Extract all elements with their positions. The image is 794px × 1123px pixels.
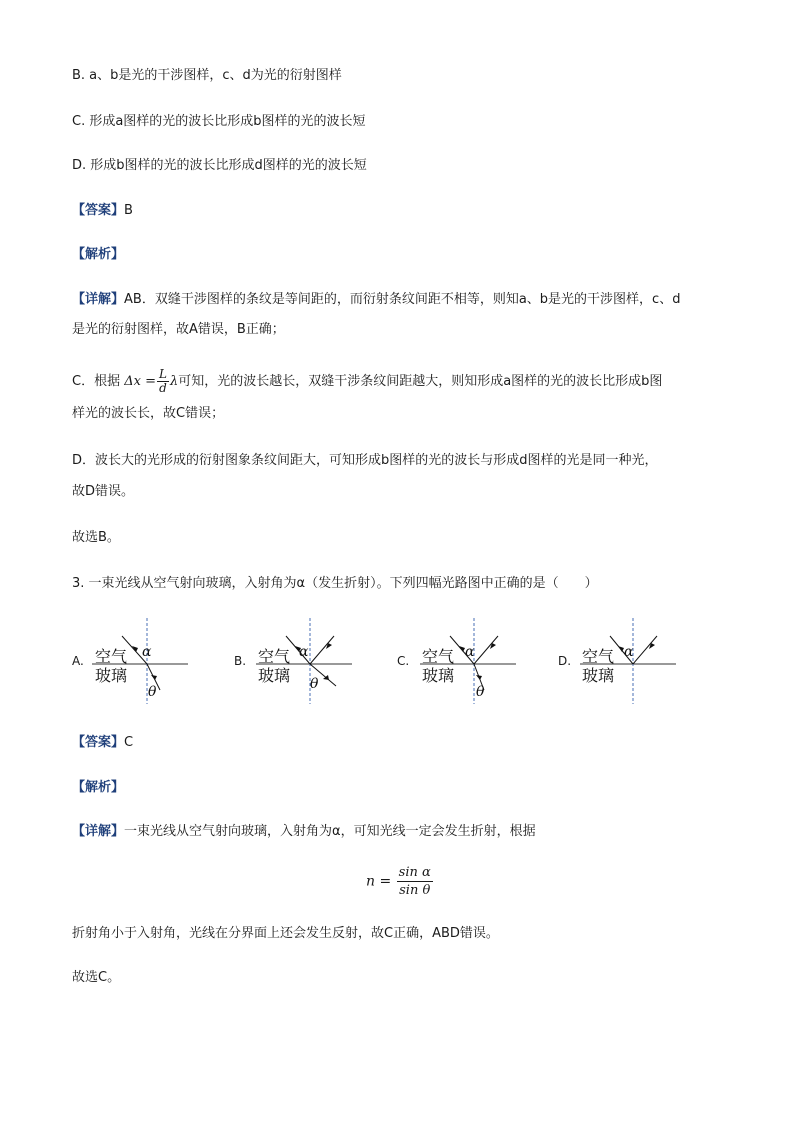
- question-3: 3. 一束光线从空气射向玻璃，入射角为α（发生折射）。下列四幅光路图中正确的是（ ）: [72, 576, 598, 591]
- answer-tag-2: 【答案】: [72, 735, 125, 750]
- diagram-c-alpha: α: [465, 644, 475, 660]
- diagram-d-glass: 玻璃: [582, 666, 615, 685]
- diagram-b-glass: 玻璃: [258, 666, 291, 685]
- diagram-a-alpha: α: [142, 644, 152, 660]
- diagram-a-glass: 玻璃: [95, 666, 128, 685]
- detail-c-line-2: 样光的波长长，故C错误；: [72, 406, 225, 421]
- detail-ab-line-1: [72, 290, 680, 310]
- diagram-c-label: C.: [397, 654, 410, 668]
- option-b: B. a、b是光的干涉图样，c、d为光的衍射图样: [72, 68, 342, 83]
- diagram-c: [420, 614, 520, 706]
- diagram-b-theta: θ: [310, 676, 319, 692]
- formula-c-fraction: [157, 368, 169, 395]
- detail2-line: [72, 822, 536, 842]
- formula-n-den: sin θ: [399, 883, 431, 898]
- detail-c-line-1: [72, 368, 662, 395]
- answer-line-2: [72, 733, 133, 753]
- formula-c-lhs: Δx =: [124, 374, 156, 389]
- diagram-a-air: 空气: [95, 647, 128, 666]
- diagram-d-alpha: α: [624, 644, 634, 660]
- detail-d-line-2: 故D错误。: [72, 484, 135, 499]
- diagram-d-label: D.: [558, 654, 572, 668]
- analysis-heading-1: [72, 245, 124, 265]
- formula-n: [366, 864, 434, 899]
- diagram-c-glass: 玻璃: [422, 666, 455, 685]
- diagram-d-air: 空气: [582, 647, 615, 666]
- diagram-a-label: A.: [72, 654, 84, 668]
- formula-n-fraction: [397, 864, 433, 899]
- diagram-b: [256, 614, 356, 706]
- diagram-c-theta: θ: [476, 684, 485, 700]
- answer-tag: 【答案】: [72, 203, 125, 218]
- detail-tag-2: 【详解】: [72, 824, 125, 839]
- formula-c-num: L: [158, 367, 167, 381]
- detail2-text: 一束光线从空气射向玻璃，入射角为α，可知光线一定会发生折射，根据: [124, 824, 536, 839]
- analysis-tag-2: 【解析】: [72, 780, 125, 795]
- detail-ab-text-1: AB．双缝干涉图样的条纹是等间距的，而衍射条纹间距不相等，则知a、b是光的干涉图样，c、d: [124, 292, 681, 307]
- analysis-heading-2: [72, 778, 124, 798]
- formula-n-lhs: n =: [366, 873, 392, 890]
- conclusion-2: 故选C。: [72, 970, 121, 985]
- option-d: D. 形成b图样的光的波长比形成d图样的光的波长短: [72, 158, 367, 173]
- conclusion-text: 折射角小于入射角，光线在分界面上还会发生反射，故C正确，ABD错误。: [72, 926, 499, 941]
- formula-n-num: sin α: [398, 865, 431, 880]
- formula-c-den: d: [159, 381, 167, 395]
- analysis-tag: 【解析】: [72, 247, 125, 262]
- answer-line-1: [72, 201, 133, 221]
- answer-value-2: C: [124, 735, 134, 750]
- diagram-d: [580, 614, 680, 706]
- answer-value: B: [124, 203, 133, 218]
- detail-tag: 【详解】: [72, 292, 125, 307]
- detail-ab-line-2: 是光的衍射图样，故A错误，B正确；: [72, 322, 285, 337]
- detail-c-prefix: C．根据: [72, 374, 121, 389]
- option-c: C. 形成a图样的光的波长比形成b图样的光的波长短: [72, 114, 366, 129]
- detail-d-line-1: D．波长大的光形成的衍射图象条纹间距大，可知形成b图样的光的波长与形成d图样的光是同一种光，: [72, 453, 658, 468]
- diagram-a-theta: θ: [148, 684, 157, 700]
- conclusion-1: 故选B。: [72, 530, 120, 545]
- diagram-b-label: B.: [234, 654, 247, 668]
- diagram-c-air: 空气: [422, 647, 455, 666]
- diagram-b-alpha: α: [299, 644, 309, 660]
- formula-c-tail: λ: [169, 374, 179, 389]
- diagram-a: [92, 614, 192, 706]
- detail-c-suffix: 可知，光的波长越长，双缝干涉条纹间距越大，则知形成a图样的光的波长比形成b图: [178, 374, 663, 389]
- diagram-b-air: 空气: [258, 647, 291, 666]
